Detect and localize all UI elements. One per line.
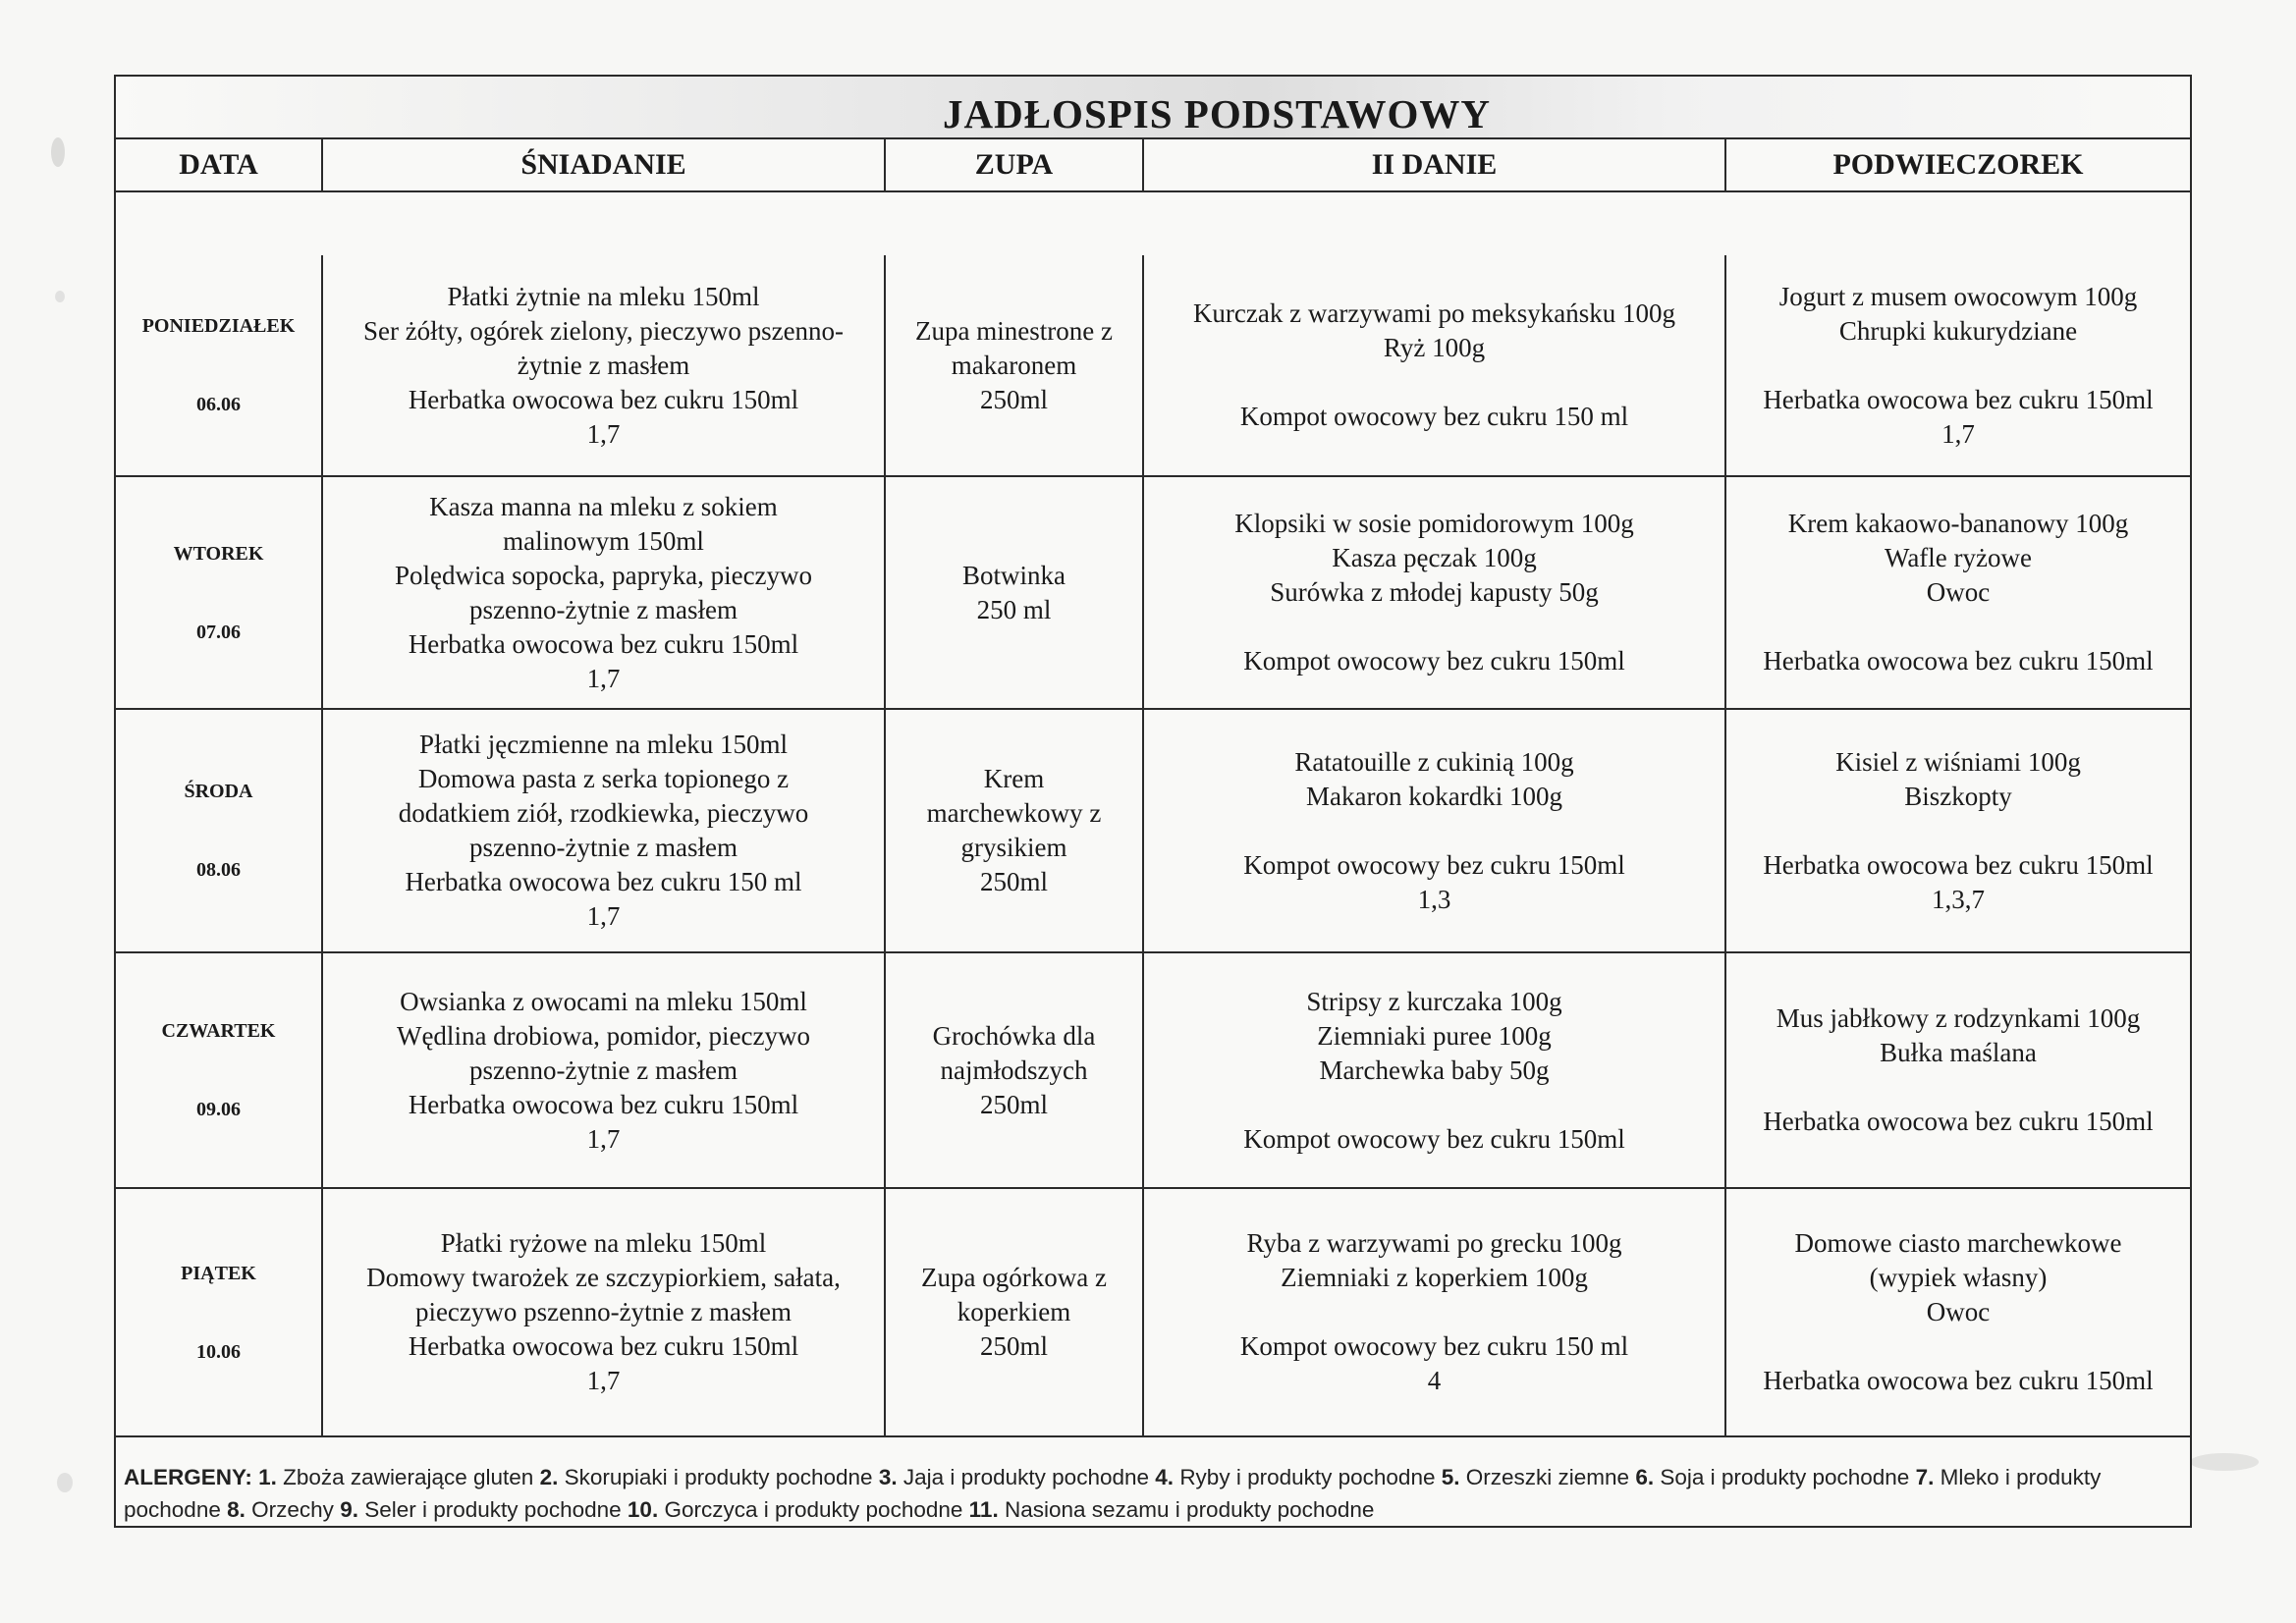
menu-line: Kompot owocowy bez cukru 150ml xyxy=(1243,646,1625,676)
allergen-text: Soja i produkty pochodne xyxy=(1660,1465,1910,1489)
menu-line: makaronem xyxy=(951,350,1077,380)
scan-speck xyxy=(2190,1453,2259,1471)
menu-line: Kasza pęczak 100g xyxy=(1332,543,1537,572)
menu-line: Polędwica sopocka, papryka, pieczywo xyxy=(394,560,813,590)
day-date: 10.06 xyxy=(196,1340,241,1363)
scan-speck xyxy=(57,1473,73,1492)
menu-line: Herbatka owocowa bez cukru 150ml xyxy=(408,384,799,414)
menu-line: 1,7 xyxy=(586,1366,621,1395)
menu-line: malinowym 150ml xyxy=(503,525,704,556)
menu-line: pszenno-żytnie z masłem xyxy=(469,1055,738,1085)
menu-line: Herbatka owocowa bez cukru 150ml xyxy=(408,1331,799,1361)
menu-line: żytnie z masłem xyxy=(517,350,690,380)
breakfast-cell xyxy=(323,710,886,951)
allergen-item xyxy=(879,1465,1155,1489)
column-header-zupa: ZUPA xyxy=(886,139,1144,192)
snack-cell xyxy=(1726,477,2190,708)
allergen-text: Orzeszki ziemne xyxy=(1465,1465,1630,1489)
main-course-cell xyxy=(1144,255,1726,475)
snack-cell xyxy=(1726,1189,2190,1435)
menu-line: pszenno-żytnie z masłem xyxy=(469,594,738,624)
menu-line: Kompot owocowy bez cukru 150 ml xyxy=(1239,402,1629,431)
menu-line: Wędlina drobiowa, pomidor, pieczywo xyxy=(396,1020,811,1051)
breakfast-cell xyxy=(323,477,886,708)
breakfast-cell xyxy=(323,255,886,475)
allergen-item xyxy=(540,1465,879,1489)
menu-line: 4 xyxy=(1427,1366,1442,1395)
allergen-item xyxy=(1442,1465,1636,1489)
day-date: 09.06 xyxy=(196,1099,241,1120)
breakfast-cell xyxy=(323,953,886,1187)
menu-line: Makaron kokardki 100g xyxy=(1306,781,1562,811)
menu-line: 250ml xyxy=(979,1331,1048,1361)
allergen-text: Mleko i produkty pochodne xyxy=(124,1465,2102,1522)
allergen-number: 4. xyxy=(1155,1465,1175,1489)
snack-cell xyxy=(1726,953,2190,1187)
menu-line: Ryż 100g xyxy=(1383,333,1486,362)
column-header-data: DATA xyxy=(116,139,323,192)
menu-line: 1,7 xyxy=(586,1123,621,1154)
allergen-text: Zboża zawierające gluten xyxy=(283,1465,534,1489)
allergens-legend xyxy=(116,1451,2190,1526)
day-cell xyxy=(116,953,323,1187)
menu-line: 1,3,7 xyxy=(1932,884,1985,914)
menu-line: Krem kakaowo-bananowy 100g xyxy=(1787,509,2129,538)
menu-line: Jogurt z musem owocowym 100g xyxy=(1778,281,2138,311)
menu-line: Domowa pasta z serka topionego z xyxy=(417,764,790,793)
main-course-cell xyxy=(1144,953,1726,1187)
allergen-item xyxy=(227,1497,340,1522)
menu-row xyxy=(116,1189,2190,1437)
allergens-list xyxy=(124,1465,2101,1522)
menu-line: grysikiem xyxy=(960,833,1067,862)
menu-line: Kisiel z wiśniami 100g xyxy=(1835,746,2081,777)
allergen-text: Gorczyca i produkty pochodne xyxy=(664,1497,963,1522)
menu-line: Owoc xyxy=(1926,1297,1991,1326)
menu-line: Ziemniaki puree 100g xyxy=(1317,1020,1552,1051)
allergen-item xyxy=(969,1497,1375,1522)
menu-line: Ratatouille z cukinią 100g xyxy=(1294,746,1574,777)
menu-line: Kurczak z warzywami po meksykańsku 100g xyxy=(1192,298,1676,328)
soup-cell xyxy=(886,710,1144,951)
menu-line: Botwinka xyxy=(962,560,1066,590)
main-course-cell xyxy=(1144,477,1726,708)
menu-line: Kompot owocowy bez cukru 150 ml xyxy=(1239,1331,1629,1361)
menu-line: 1,3 xyxy=(1417,884,1451,914)
day-cell xyxy=(116,477,323,708)
allergen-text: Ryby i produkty pochodne xyxy=(1179,1465,1436,1489)
menu-line: pieczywo pszenno-żytnie z masłem xyxy=(414,1297,793,1326)
menu-line: Klopsiki w sosie pomidorowym 100g xyxy=(1234,509,1634,538)
menu-line: Herbatka owocowa bez cukru 150ml xyxy=(1763,1366,2154,1395)
allergen-number: 11. xyxy=(968,1497,999,1522)
breakfast-cell xyxy=(323,1189,886,1435)
day-name: WTOREK xyxy=(173,542,264,565)
menu-line: Biszkopty xyxy=(1904,781,2012,811)
menu-line: Owoc xyxy=(1926,577,1991,607)
menu-line: 250ml xyxy=(979,1089,1048,1119)
day-date: 08.06 xyxy=(196,859,241,881)
menu-line: Kompot owocowy bez cukru 150ml xyxy=(1243,849,1625,880)
menu-title: JADŁOSPIS PODSTAWOWY xyxy=(116,77,2190,139)
menu-line: Zupa minestrone z xyxy=(915,315,1113,346)
menu-line: 250 ml xyxy=(976,594,1052,624)
day-cell xyxy=(116,255,323,475)
allergen-number: 2. xyxy=(539,1465,559,1489)
allergen-text: Jaja i produkty pochodne xyxy=(902,1465,1150,1489)
snack-cell xyxy=(1726,255,2190,475)
menu-line: Ryba z warzywami po grecku 100g xyxy=(1246,1228,1622,1258)
menu-row xyxy=(116,953,2190,1189)
menu-line: marchewkowy z xyxy=(926,798,1102,828)
menu-line: (wypiek własny) xyxy=(1869,1263,2048,1292)
day-name: PIĄTEK xyxy=(181,1262,256,1284)
allergens-label: ALERGENY: xyxy=(124,1465,252,1489)
menu-line: koperkiem xyxy=(957,1297,1071,1326)
allergen-text: Orzechy xyxy=(251,1497,334,1522)
menu-line: Domowe ciasto marchewkowe xyxy=(1794,1228,2122,1258)
allergen-number: 9. xyxy=(340,1497,358,1522)
soup-cell xyxy=(886,477,1144,708)
menu-line: Ser żółty, ogórek zielony, pieczywo pszenno- xyxy=(362,315,845,346)
main-course-cell xyxy=(1144,710,1726,951)
menu-line: 1,7 xyxy=(586,418,621,449)
menu-line: 1,7 xyxy=(586,663,621,693)
menu-line: Wafle ryżowe xyxy=(1885,543,2032,572)
soup-cell xyxy=(886,255,1144,475)
menu-line: 1,7 xyxy=(586,901,621,931)
snack-cell xyxy=(1726,710,2190,951)
menu-row xyxy=(116,710,2190,953)
allergen-item xyxy=(1155,1465,1441,1489)
day-name: CZWARTEK xyxy=(161,1020,276,1042)
allergen-number: 6. xyxy=(1635,1465,1655,1489)
menu-line: Płatki jęczmienne na mleku 150ml xyxy=(419,730,788,759)
menu-line: Herbatka owocowa bez cukru 150ml xyxy=(1763,646,2154,676)
menu-line: Płatki ryżowe na mleku 150ml xyxy=(440,1228,767,1258)
menu-row xyxy=(116,477,2190,710)
column-header-podwieczorek: PODWIECZOREK xyxy=(1726,139,2190,192)
day-name: PONIEDZIAŁEK xyxy=(141,315,296,337)
menu-line: Herbatka owocowa bez cukru 150ml xyxy=(408,1089,799,1119)
soup-cell xyxy=(886,953,1144,1187)
menu-line: 250ml xyxy=(979,867,1048,896)
allergen-text: Seler i produkty pochodne xyxy=(364,1497,622,1522)
menu-line: Kompot owocowy bez cukru 150ml xyxy=(1243,1123,1625,1154)
menu-row xyxy=(116,255,2190,477)
menu-line: Chrupki kukurydziane xyxy=(1838,315,2078,346)
menu-line: Kasza manna na mleku z sokiem xyxy=(429,491,778,521)
menu-line: Stripsy z kurczaka 100g xyxy=(1306,986,1562,1016)
menu-line: Marchewka baby 50g xyxy=(1319,1055,1550,1085)
allergen-text: Skorupiaki i produkty pochodne xyxy=(564,1465,873,1489)
menu-table xyxy=(114,75,2192,1528)
allergen-item xyxy=(258,1465,539,1489)
menu-line: Owsianka z owocami na mleku 150ml xyxy=(400,986,807,1016)
day-date: 07.06 xyxy=(196,621,241,643)
day-name: ŚRODA xyxy=(184,781,253,802)
allergen-text: Nasiona sezamu i produkty pochodne xyxy=(1004,1497,1375,1522)
menu-line: 250ml xyxy=(979,384,1048,414)
menu-line: dodatkiem ziół, rzodkiewka, pieczywo xyxy=(398,798,809,828)
menu-line: najmłodszych xyxy=(940,1055,1088,1085)
day-cell xyxy=(116,1189,323,1435)
menu-line: Herbatka owocowa bez cukru 150ml xyxy=(408,628,799,659)
main-course-cell xyxy=(1144,1189,1726,1435)
menu-line: Herbatka owocowa bez cukru 150ml xyxy=(1763,849,2154,880)
menu-line: 1,7 xyxy=(1941,418,1975,449)
allergen-number: 1. xyxy=(258,1465,277,1489)
allergen-item xyxy=(1635,1465,1915,1489)
soup-cell xyxy=(886,1189,1144,1435)
day-date: 06.06 xyxy=(196,394,241,415)
menu-line: Bułka maślana xyxy=(1880,1038,2037,1067)
column-header-drugie-danie: II DANIE xyxy=(1144,139,1726,192)
menu-line: Zupa ogórkowa z xyxy=(921,1263,1107,1292)
menu-line: Mus jabłkowy z rodzynkami 100g xyxy=(1776,1003,2141,1033)
menu-line: Grochówka dla xyxy=(932,1020,1096,1051)
scan-speck xyxy=(55,291,65,302)
menu-line: Herbatka owocowa bez cukru 150ml xyxy=(1763,384,2154,414)
allergen-number: 5. xyxy=(1441,1465,1460,1489)
allergen-number: 8. xyxy=(227,1497,246,1522)
allergen-number: 10. xyxy=(627,1497,659,1522)
allergen-item xyxy=(628,1497,969,1522)
allergen-item xyxy=(340,1497,628,1522)
allergen-number: 3. xyxy=(878,1465,898,1489)
menu-line: Ziemniaki z koperkiem 100g xyxy=(1281,1263,1588,1292)
menu-line: Herbatka owocowa bez cukru 150ml xyxy=(1763,1107,2154,1136)
menu-line: Herbatka owocowa bez cukru 150 ml xyxy=(405,867,802,896)
menu-line: Domowy twarożek ze szczypiorkiem, sałata, xyxy=(366,1263,841,1292)
column-header-sniadanie: ŚNIADANIE xyxy=(323,139,886,192)
menu-line: pszenno-żytnie z masłem xyxy=(469,833,738,862)
menu-line: Krem xyxy=(983,764,1045,793)
scan-speck xyxy=(51,137,65,167)
menu-line: Płatki żytnie na mleku 150ml xyxy=(447,281,760,311)
day-cell xyxy=(116,710,323,951)
menu-line: Surówka z młodej kapusty 50g xyxy=(1270,577,1599,607)
allergen-number: 7. xyxy=(1915,1465,1935,1489)
